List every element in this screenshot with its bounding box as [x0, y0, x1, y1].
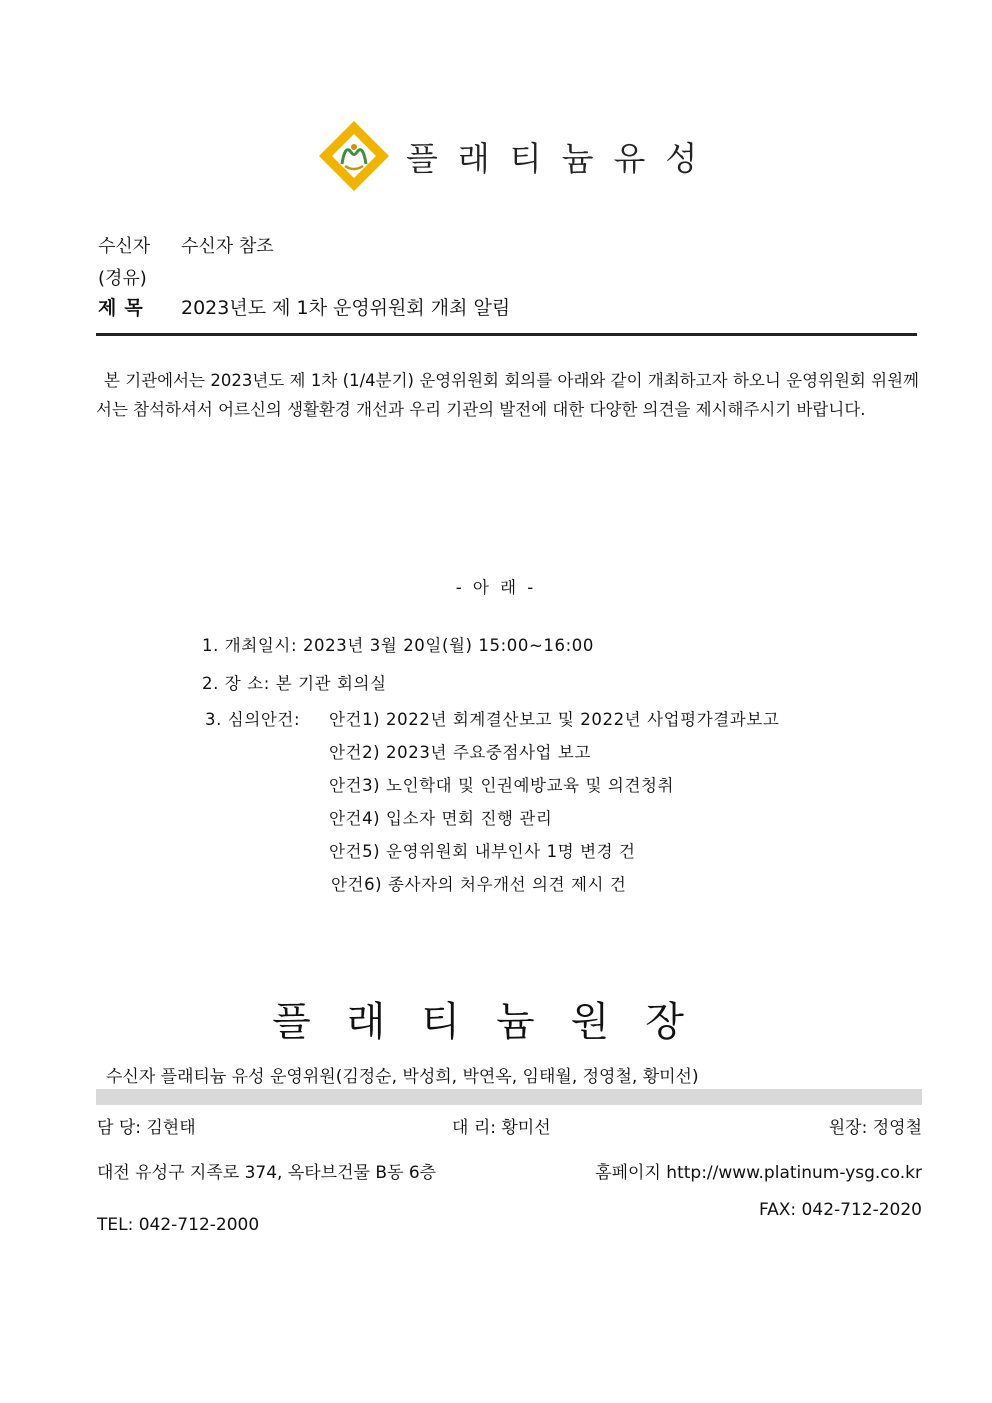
- agenda-item: 안건4) 입소자 면회 진행 관리: [329, 809, 553, 828]
- item-location: 2. 장 소: 본 기관 회의실: [202, 674, 387, 693]
- subject-label: 제목: [98, 297, 151, 319]
- recipient-value: 수신자 참조: [181, 236, 274, 257]
- staff-deputy: 대 리: 황미선: [452, 1118, 551, 1138]
- fax-number: FAX: 042-712-2020: [758, 1200, 922, 1220]
- agenda-item: 안건2) 2023년 주요중점사업 보고: [329, 743, 591, 762]
- item-agenda-label: 3. 심의안건:: [205, 710, 301, 729]
- recipient-label: 수신자: [98, 236, 151, 257]
- staff-director: 원장: 정영철: [828, 1118, 922, 1138]
- agenda-item: 안건5) 운영위원회 내부인사 1명 변경 건: [329, 842, 636, 861]
- footer-divider-bar: [96, 1089, 922, 1105]
- address: 대전 유성구 지족로 374, 옥타브건물 B동 6층: [97, 1163, 437, 1183]
- organization-name: 플래티늄유성: [406, 139, 718, 178]
- agenda-item: 안건6) 종사자의 처우개선 의견 제시 건: [331, 875, 627, 894]
- organization-logo: [318, 120, 390, 192]
- item-datetime: 1. 개최일시: 2023년 3월 20일(월) 15:00~16:00: [202, 636, 594, 655]
- agenda-item: 안건1) 2022년 회계결산보고 및 2022년 사업평가결과보고: [329, 710, 780, 729]
- director-signature-title: 플래티늄원장: [272, 999, 720, 1045]
- homepage: 홈페이지 http://www.platinum-ysg.co.kr: [595, 1163, 922, 1183]
- below-heading: - 아 래 -: [455, 578, 537, 597]
- staff-in-charge: 담 당: 김현태: [97, 1118, 196, 1138]
- header-divider: [96, 333, 917, 336]
- body-paragraph: 본 기관에서는 2023년도 제 1차 (1/4분기) 운영위원회 회의를 아래와 같이 개최하고자 하오니 운영위원회 위원께서는 참석하셔서 어르신의 생활환경 개선과 우리 기관의 발전에 대한 다양한 의견을 제시해주시기 바랍니다.: [96, 371, 919, 419]
- tel-number: TEL: 042-712-2000: [97, 1215, 260, 1235]
- recipients-line: 수신자 플래티늄 유성 운영위원(김정순, 박성희, 박연옥, 임태월, 정영철, 황미선): [106, 1067, 699, 1087]
- subject-value: 2023년도 제 1차 운영위원회 개최 알림: [181, 297, 511, 319]
- agenda-item: 안건3) 노인학대 및 인권예방교육 및 의견청취: [329, 776, 675, 795]
- logo-mark-dot: [351, 144, 357, 150]
- via-label: (경유): [98, 268, 147, 289]
